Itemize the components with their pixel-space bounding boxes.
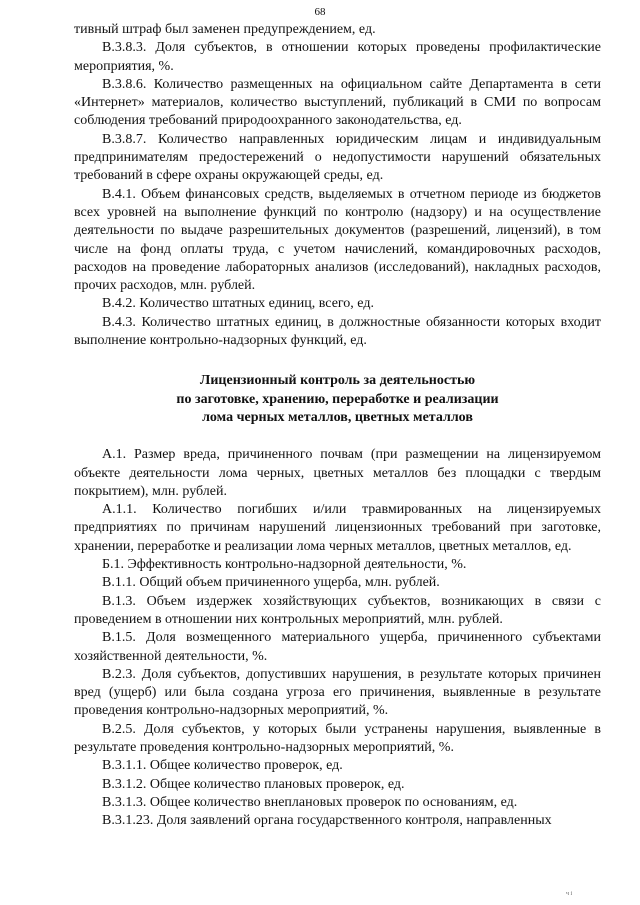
paragraph: В.3.8.3. Доля субъектов, в отношении которых проведены профилактические мероприятия, %. [74, 40, 601, 74]
section-title-line: по заготовке, хранению, переработке и реализации [176, 391, 499, 407]
paragraphs-after [74, 446, 601, 830]
paragraphs-before [74, 21, 601, 350]
paragraph: В.1.1. Общий объем причиненного ущерба, млн. рублей. [102, 575, 440, 591]
page-number: 68 [314, 6, 326, 18]
paragraph: В.3.1.2. Общее количество плановых проверок, ед. [102, 776, 405, 792]
paragraph: В.3.1.1. Общее количество проверок, ед. [102, 758, 343, 774]
paragraph: А.1. Размер вреда, причиненного почвам (при размещении на лицензируемом объекте деятельности лома черных, цветных металлов без площадки с твердым покрытием), млн. рублей. [74, 447, 601, 499]
corner-mark: ч і [566, 891, 573, 897]
paragraph: В.4.1. Объем финансовых средств, выделяемых в отчетном периоде из бюджетов всех уровней на выполнение функций по контролю (надзору) и на осуществление деятельности по выдаче разрешительных документов (разрешений, лицензий), в том числе на фонд оплаты труда, с учетом начислений, командировочных расходов, расходов на проведение лабораторных анализов (исследований), накладных расходов, прочих расходов, млн. рублей. [74, 186, 601, 294]
section-title [74, 372, 601, 427]
paragraph: В.1.3. Объем издержек хозяйствующих субъектов, возникающих в связи с проведением в отношении них контрольных мероприятий, млн. рублей. [74, 593, 601, 627]
paragraph: В.3.1.23. Доля заявлений органа государственного контроля, направленных [102, 813, 552, 829]
paragraph: Б.1. Эффективность контрольно-надзорной деятельности, %. [102, 557, 467, 573]
paragraph: В.3.8.7. Количество направленных юридическим лицам и индивидуальным предпринимателям предостережений о недопустимости нарушений обязательных требований в сфере охраны окружающей среды, ед. [74, 131, 601, 184]
paragraph: В.1.5. Доля возмещенного материального ущерба, причиненного субъектами хозяйственной деятельности, %. [74, 630, 601, 664]
paragraph: В.4.2. Количество штатных единиц, всего, ед. [102, 296, 374, 312]
paragraph: А.1.1. Количество погибших и/или травмированных на лицензируемых предприятиях по причинам нарушений лицензионных требований при заготовке, хранении, переработке и реализации лома черных металлов, цветных металлов, ед. [74, 502, 601, 554]
paragraph: В.2.5. Доля субъектов, у которых были устранены нарушения, выявленные в результате проведения контрольно-надзорных мероприятий, %. [74, 721, 601, 755]
paragraph: тивный штраф был заменен предупреждением, ед. [74, 22, 376, 37]
section-title-line: лома черных металлов, цветных металлов [202, 409, 473, 425]
document-body [74, 21, 601, 830]
paragraph: В.3.1.3. Общее количество внеплановых проверок по основаниям, ед. [102, 794, 518, 810]
section-title-line: Лицензионный контроль за деятельностью [199, 373, 476, 389]
paragraph: В.4.3. Количество штатных единиц, в должностные обязанности которых входит выполнение контрольно-надзорных функций, ед. [74, 314, 601, 349]
paragraph: В.2.3. Доля субъектов, допустивших нарушения, в результате которых причинен вред (ущерб) или была создана угроза его причинения, выявленные в результате проведения контрольно-надзорных мероприятий, %. [74, 666, 601, 719]
paragraph: В.3.8.6. Количество размещенных на официальном сайте Департамента в сети «Интернет» материалов, количество выступлений, публикаций в СМИ по вопросам соблюдения требований природоохранного законодательства, ед. [74, 76, 601, 129]
